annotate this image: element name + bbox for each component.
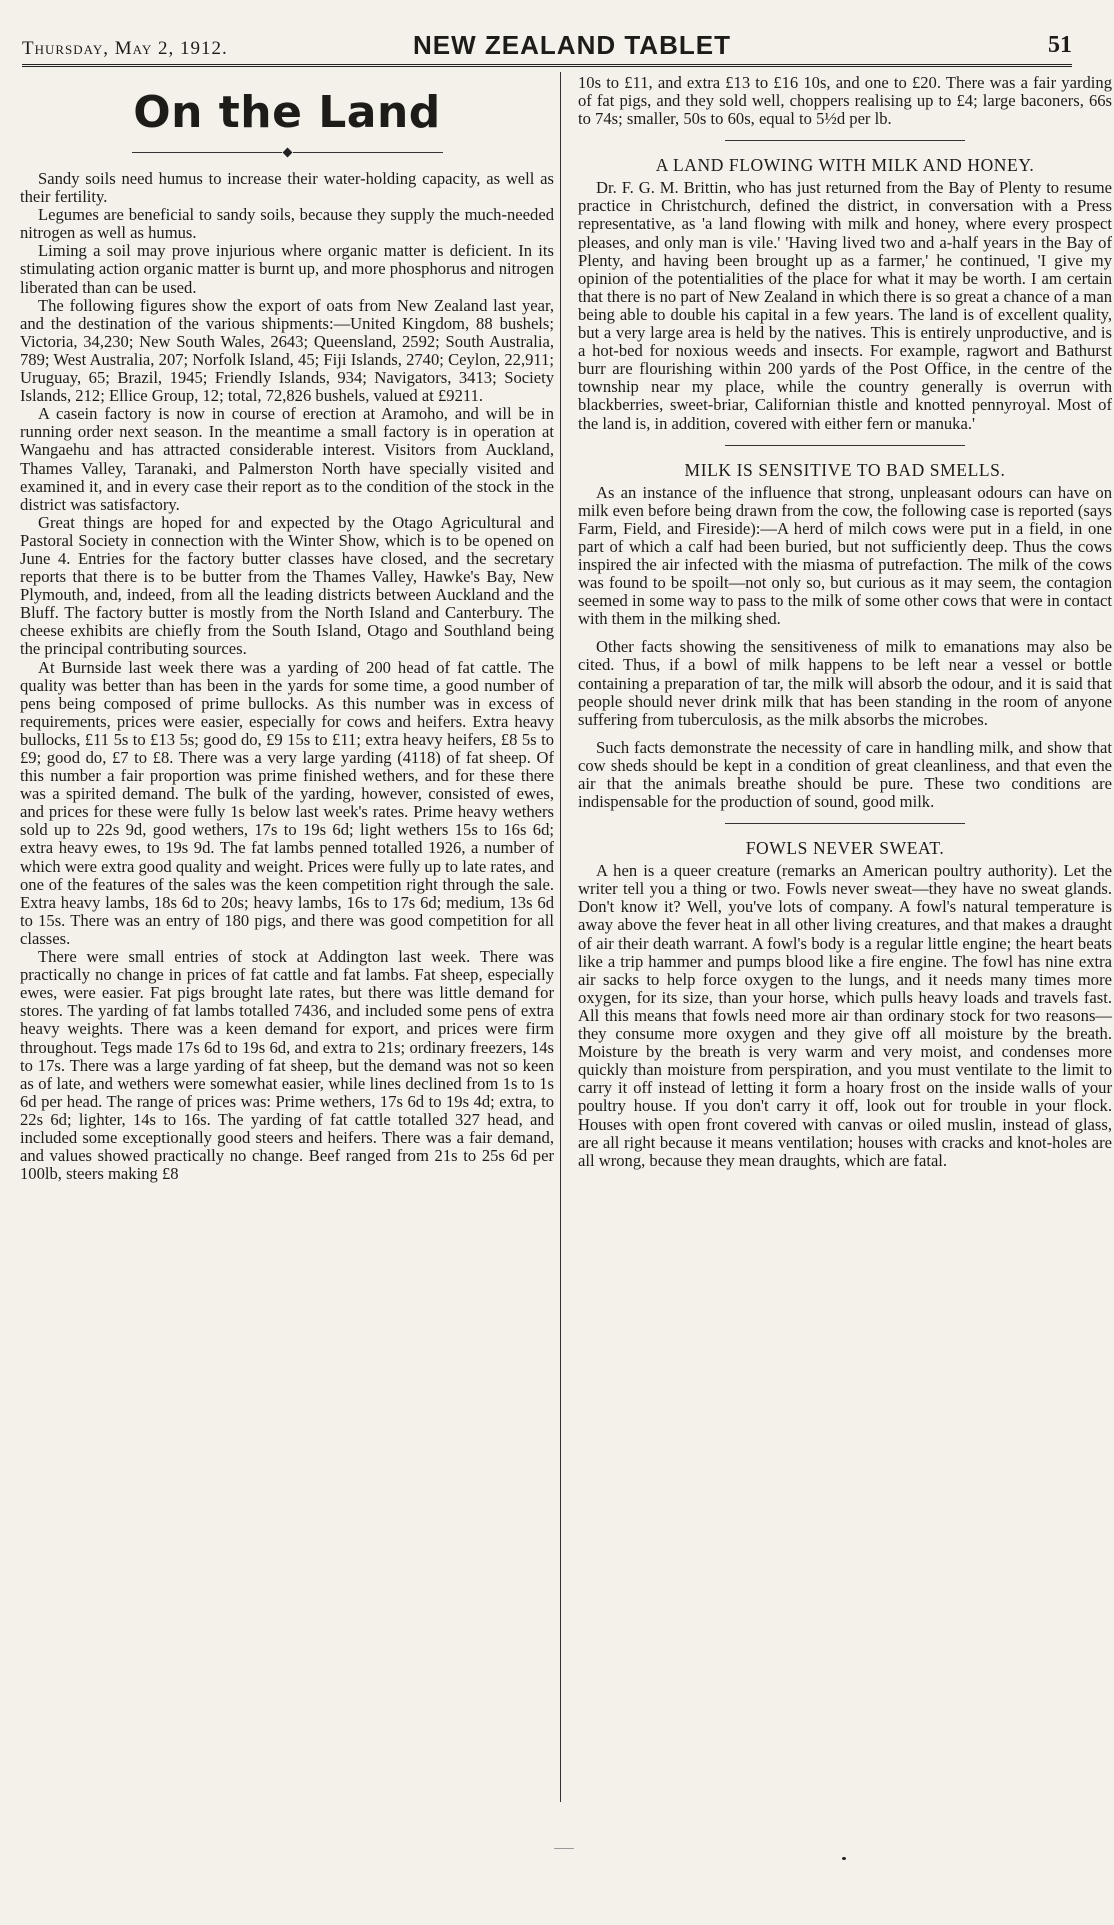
section-title: On the Land <box>133 87 441 138</box>
article-heading: A LAND FLOWING WITH MILK AND HONEY. <box>655 155 1035 176</box>
article-heading: FOWLS NEVER SWEAT. <box>745 838 945 859</box>
paragraph: Dr. F. G. M. Brittin, who has just returned from the Bay of Plenty to resume practice in Christchurch, defined the district, in conversation with a Press representative, as 'a land flowing with milk and honey, where every prospect pleases, and only man is vile.' 'Having lived two and a-half years in the Bay of Plenty, and having been brought up as a farmer,' he continued, 'I give my opinion of the potentialities of the place for what it may be worth. I am certain that there is no part of New Zealand in which there is so great a chance of a man being able to double his capital in a few years. The land is of excellent quality, but a very large area is held by the natives. This is entirely unproductive, and is a hot-bed for noxious weeds and insects. For example, ragwort and Bathurst burr are flourishing within 200 yards of the Post Office, in the centre of the township near my place, while the country generally is overrun with blackberries, sweet-briar, Californian thistle and knotted pennyroyal. Most of the land is, in addition, covered with either fern or manuka.' <box>578 178 1112 433</box>
continued-paragraph: 10s to £11, and extra £13 to £16 10s, and one to £20. There was a fair yarding of fat pigs, and they sold well, choppers realising up to £4; large baconers, 66s to 74s; smaller, 50s to 60s, equal to 5½d per lb. <box>578 73 1112 129</box>
paragraph: Such facts demonstrate the necessity of care in handling milk, and show that cow sheds should be kept in a condition of great cleanliness, and that even the air that the animals breathe should be pure. These two conditions are indispensable for the production of sound, good milk. <box>578 737 1112 812</box>
footer-flourish <box>554 1848 574 1849</box>
article-separator <box>725 140 965 141</box>
paragraph: Legumes are beneficial to sandy soils, because they supply the much-needed nitrogen as well as humus. <box>20 205 554 243</box>
masthead-rule <box>22 64 1072 67</box>
paragraph: Great things are hoped for and expected by the Otago Agricultural and Pastoral Society in connection with the Winter Show, which is to be opened on June 4. Entries for the factory butter classes have closed, and the secretary reports that there is to be butter from the Thames Valley, Hawke's Bay, New Plymouth, and, indeed, from all the leading districts between Auckland and the Bluff. The factory butter is mostly from the North Island and Canterbury. The cheese exhibits are chiefly from the South Island, Otago and Southland being the principal contributing sources. <box>20 512 554 659</box>
masthead <box>22 30 1092 66</box>
paragraph: Sandy soils need humus to increase their water-holding capacity, as well as their fertility. <box>20 169 554 207</box>
right-column <box>578 74 1112 1170</box>
left-column <box>20 74 554 1183</box>
column-divider <box>560 72 561 1802</box>
paragraph: A hen is a queer creature (remarks an American poultry authority). Let the writer tell you a thing or two. Fowls never sweat—they have no sweat glands. Don't know it? Well, you've lots of company. A fowl's natural temperature is away above the fever heat in all other living creatures, and that makes a draught of air their death warrant. A fowl's body is a regular little engine; the heart beats like a trip hammer and pumps blood like a fire engine. The fowl has nine extra air sacks to help force oxygen to the lungs, and it needs many times more oxygen, for its size, than your horse, which pulls heavy loads and travels fast. All this means that fowls need more air than ordinary stock for two reasons—they consume more oxygen and they give off all moisture by the breath. Moisture by the breath is very warm and very moist, and condenses more quickly than moisture from perspiration, and you must ventilate to the limit to carry it off instead of letting it form a hoary frost on the inside walls of your poultry house. If you don't carry it off, look out for trouble in your flock. Houses with open front covered with canvas or oiled muslin, instead of glass, are all right because it means ventilation; houses with cracks and knot-holes are all wrong, because they mean draughts, which are fatal. <box>578 861 1112 1170</box>
issue-date: Thursday, May 2, 1912. <box>22 38 228 59</box>
paragraph: At Burnside last week there was a yarding of 200 head of fat cattle. The quality was better than has been in the yards for some time, a good number of pens being composed of prime bullocks. As this number was in excess of requirements, prices were easier, especially for cows and heifers. Extra heavy bullocks, £11 5s to £13 5s; good do, £9 15s to £11; extra heavy heifers, £8 5s to £9; good do, £7 to £8. There was a very large yarding (4118) of fat sheep. Of this number a fair proportion was prime finished wethers, and for these there was a spirited demand. The bulk of the yarding, however, consisted of ewes, and prices for these were fully 1s below last week's rates. Prime heavy wethers sold up to 22s 9d, good wethers, 17s to 19s 6d; light wethers 15s to 16s 6d; extra heavy ewes, to 19s 9d. The fat lambs penned totalled 1926, a number of which were extra good quality and weight. Prices were fully up to late rates, and one of the features of the sales was the keen competition right through the sale. Extra heavy lambs, 18s 6d to 20s; heavy lambs, 16s to 17s 6d; medium, 13s 6d to 15s. There was an entry of 180 pigs, and there was good competition for all classes. <box>20 657 554 948</box>
paragraph: Liming a soil may prove injurious where organic matter is deficient. In its stimulating action organic matter is burnt up, and more phosphorus and nitrogen liberated than can be used. <box>20 241 554 297</box>
article-separator <box>725 823 965 824</box>
paragraph: There were small entries of stock at Addington last week. There was practically no change in prices of fat cattle and fat lambs. Fat sheep, especially ewes, were easier. Fat pigs brought late rates, but there was little demand for stores. The yarding of fat lambs totalled 7436, and included some pens of extra heavy weights. There was a keen demand for export, and prices were firm throughout. Tegs made 17s 6d to 19s 6d, and extra to 21s; ordinary freezers, 14s to 17s. There was a large yarding of fat sheep, but the demand was not so keen as of late, and wethers were somewhat easier, while lines declined from 1s to 1s 6d per head. The range of prices was: Prime wethers, 17s 6d to 19s 4d; extra, to 22s 6d; lighter, 14s to 16s. The yarding of fat cattle totalled 327 head, and included some exceptionally good steers and heifers. There was a fair demand, and values showed practically no change. Beef ranged from 21s to 25s 6d per 100lb, steers making £8 <box>20 947 554 1184</box>
diamond-ornament-icon <box>282 148 292 158</box>
article-heading: MILK IS SENSITIVE TO BAD SMELLS. <box>684 459 1006 480</box>
ink-speck <box>842 1857 846 1860</box>
article-separator <box>725 445 965 446</box>
paragraph: The following figures show the export of oats from New Zealand last year, and the destination of the various shipments:—United Kingdom, 88 bushels; Victoria, 34,230; New South Wales, 2643; Queensland, 2592; South Australia, 789; West Australia, 207; Norfolk Island, 45; Fiji Islands, 2740; Ceylon, 22,911; Uruguay, 65; Brazil, 1945; Friendly Islands, 934; Navigators, 3413; Society Islands, 212; Ellice Group, 12; total, 72,826 bushels, valued at £9211. <box>20 295 554 406</box>
newspaper-title: NEW ZEALAND TABLET <box>413 30 731 60</box>
title-ornament <box>20 148 554 158</box>
paragraph: A casein factory is now in course of erection at Aramoho, and will be in running order next season. In the meantime a small factory is in operation at Wangaehu and has attracted considerable interest. Visitors from Auckland, Thames Valley, Taranaki, and Palmerston North have specially visited and examined it, and in every case their report as to the condition of the stock in the district was satisfactory. <box>20 404 554 514</box>
page-number: 51 <box>1048 32 1072 58</box>
paragraph: As an instance of the influence that strong, unpleasant odours can have on milk even before being drawn from the cow, the following case is reported (says Farm, Field, and Fireside):—A herd of milch cows were put in a field, in one part of which a calf had been buried, but not sufficiently deep. Thus the cows inspired the air infected with the miasma of putrefaction. The milk of the cows was found to be spoilt—not only so, but curious as it may seem, the contagion seemed in some way to pass to the milk of some other cows that were in contact with them in the milking shed. <box>578 482 1112 629</box>
paragraph: Other facts showing the sensitiveness of milk to emanations may also be cited. Thus, if a bowl of milk happens to be left near a vessel or bottle containing a preparation of tar, the milk will absorb the odour, and it is said that people should never drink milk that has been standing in the room of anyone suffering from tuberculosis, as the milk absorbs the microbes. <box>578 637 1112 729</box>
